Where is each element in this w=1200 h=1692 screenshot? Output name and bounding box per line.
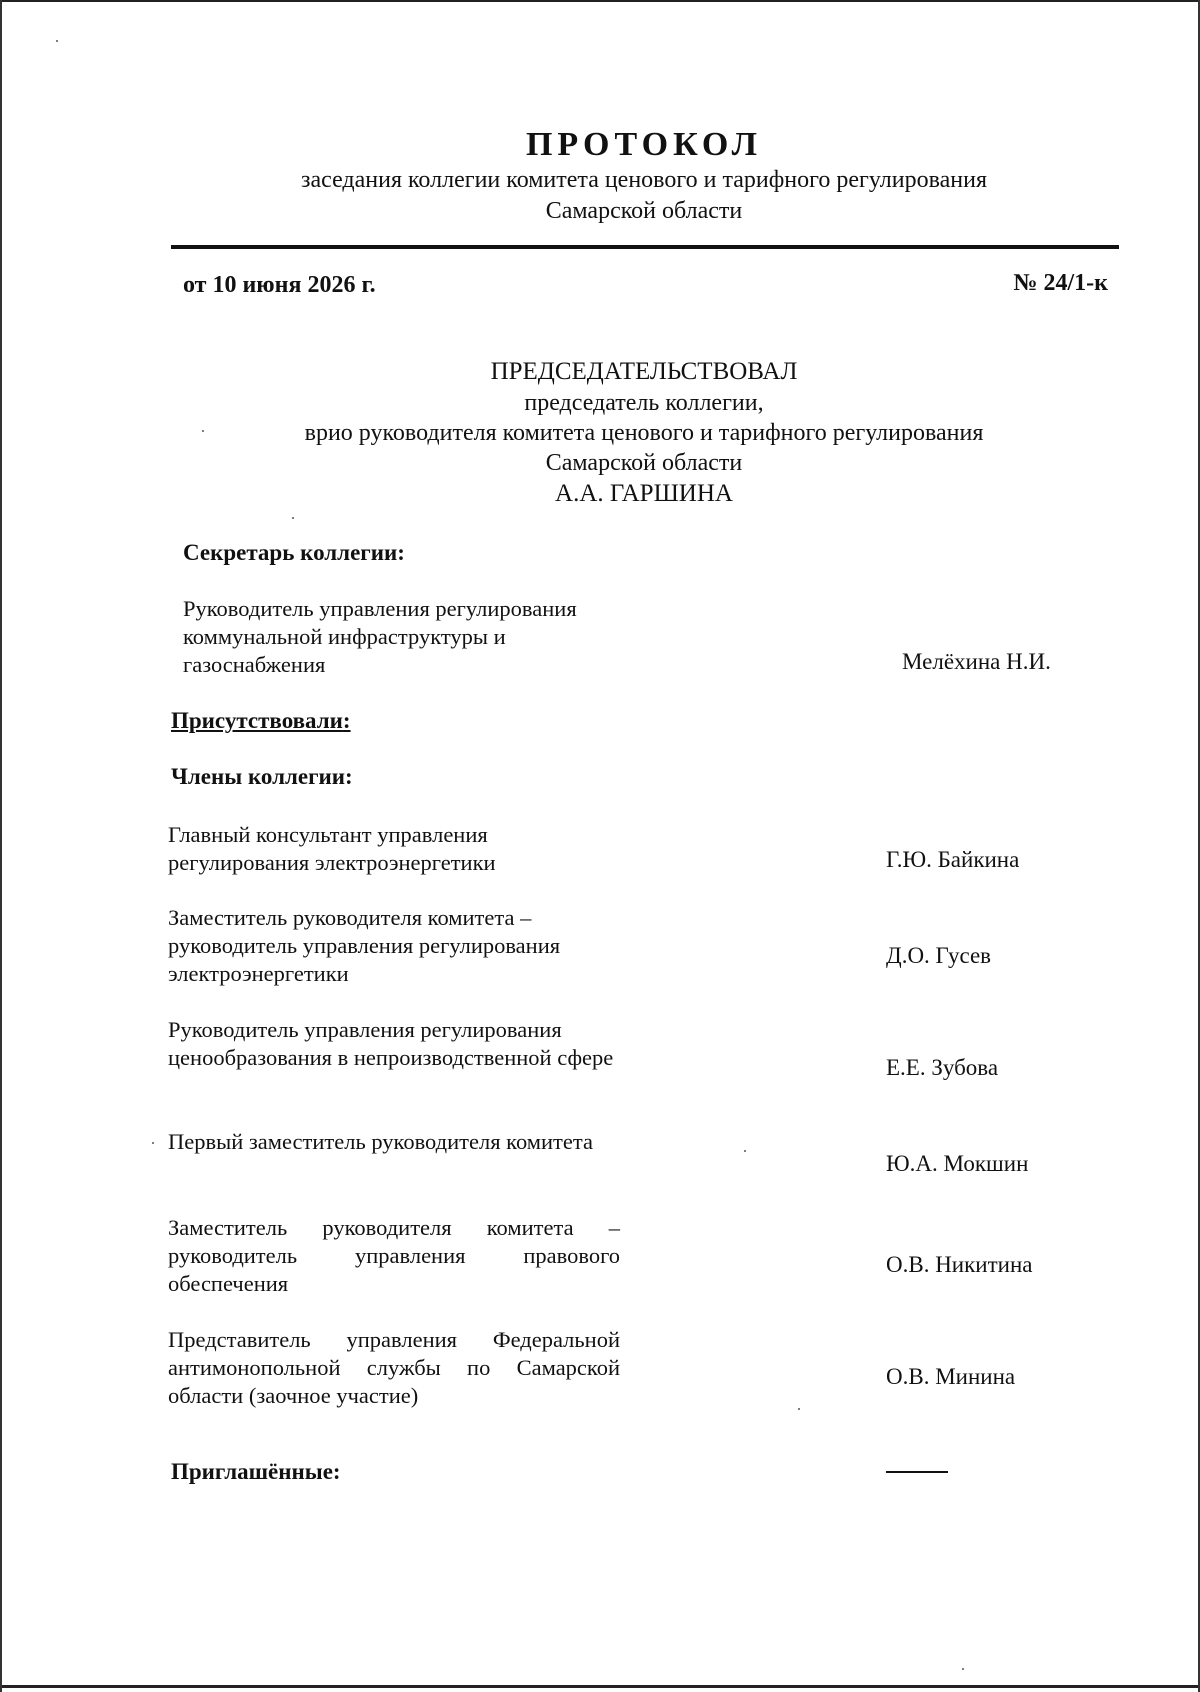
present-heading-colon: : — [342, 708, 351, 733]
present-heading-text: Присутствовали — [171, 708, 343, 733]
secretary-name: Мелёхина Н.И. — [902, 649, 1051, 674]
chair-line2: врио руководителя комитета ценового и тарифного регулирования — [304, 420, 984, 446]
chair-name: А.А. ГАРШИНА — [555, 480, 733, 507]
member-name: Е.Е. Зубова — [886, 1055, 999, 1080]
scan-edge-bottom — [0, 1685, 1200, 1688]
member-role: Представитель управления Федеральной антимонопольной службы по Самарской области (заочное участие) — [168, 1327, 620, 1408]
scan-edge-left — [0, 0, 2, 1692]
present-heading — [171, 708, 351, 734]
member-name: Ю.А. Мокшин — [886, 1151, 1029, 1176]
member-role: Руководитель управления регулирования ценообразования в непроизводственной сфере — [168, 1017, 614, 1070]
document-subtitle-line2: Самарской области — [545, 198, 743, 224]
scan-speck — [152, 1142, 154, 1144]
scan-speck — [292, 517, 294, 519]
invited-none-dash — [886, 1471, 948, 1473]
member-name: О.В. Минина — [886, 1364, 1016, 1389]
chair-heading: ПРЕДСЕДАТЕЛЬСТВОВАЛ — [490, 358, 798, 385]
invited-heading: Приглашённые: — [171, 1459, 341, 1484]
member-role: Заместитель руководителя комитета – руководитель управления правового обеспечения — [168, 1215, 620, 1296]
scan-edge-top — [0, 0, 1200, 2]
document-subtitle-line1: заседания коллегии комитета ценового и тарифного регулирования — [300, 167, 988, 193]
scan-speck — [962, 1668, 964, 1670]
scan-speck — [744, 1150, 746, 1152]
secretary-heading: Секретарь коллегии: — [183, 540, 405, 565]
secretary-role: Руководитель управления регулирования коммунальной инфраструктуры и газоснабжения — [183, 596, 577, 677]
document-title: ПРОТОКОЛ — [525, 126, 763, 163]
member-name: Д.О. Гусев — [886, 943, 992, 968]
document-date: от 10 июня 2026 г. — [183, 272, 376, 298]
member-role: Первый заместитель руководителя комитета — [168, 1129, 593, 1154]
member-role: Заместитель руководителя комитета – руководитель управления регулирования электроэнергетики — [168, 905, 561, 986]
member-name: Г.Ю. Байкина — [886, 847, 1020, 872]
scan-speck — [56, 40, 58, 42]
header-divider — [171, 245, 1119, 249]
member-name: О.В. Никитина — [886, 1252, 1033, 1277]
chair-line3: Самарской области — [545, 450, 743, 476]
members-heading: Члены коллегии: — [171, 764, 353, 789]
chair-line1: председатель коллегии, — [524, 390, 764, 416]
member-role: Главный консультант управления регулирования электроэнергетики — [168, 822, 496, 875]
scan-speck — [202, 430, 204, 432]
document-number: № 24/1-к — [1013, 270, 1108, 296]
scan-speck — [798, 1408, 800, 1410]
